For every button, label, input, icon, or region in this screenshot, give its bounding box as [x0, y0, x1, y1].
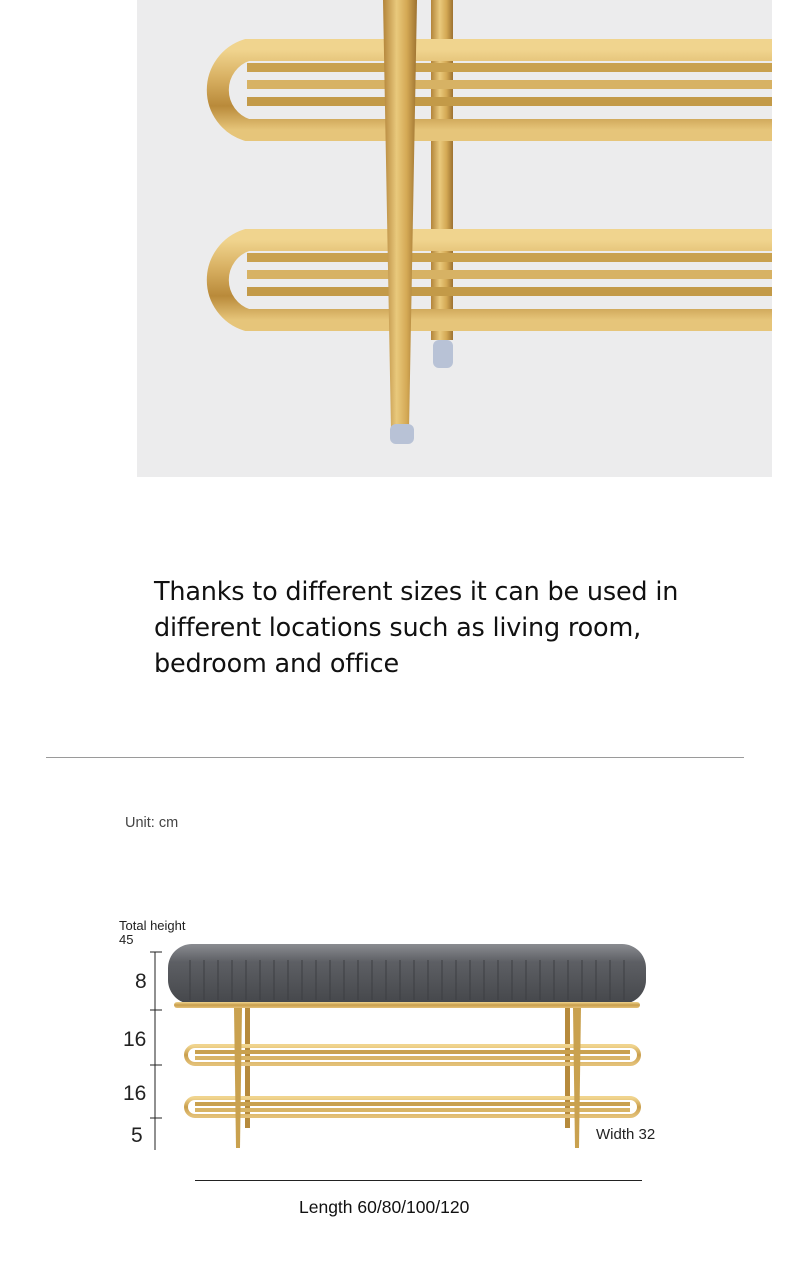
- length-dimension-line: [195, 1180, 642, 1181]
- width-label: Width 32: [596, 1126, 656, 1143]
- section-divider: [46, 757, 744, 758]
- unit-label: Unit: cm: [125, 815, 179, 831]
- dim-lower-gap: 16: [123, 1082, 147, 1105]
- product-closeup-photo: [137, 0, 772, 477]
- usage-caption: [154, 574, 714, 682]
- length-label: Length 60/80/100/120: [299, 1197, 470, 1217]
- dim-foot-height: 5: [131, 1124, 143, 1147]
- bench-illustration: [110, 910, 690, 1230]
- gold-frame-illustration: [137, 0, 772, 477]
- caption-line-1: Thanks to different sizes it can be used in: [154, 577, 679, 607]
- caption-line-2: different locations such as living room,: [154, 613, 641, 643]
- total-height-value: 45: [119, 932, 134, 947]
- dimension-diagram: [110, 910, 690, 1230]
- dim-seat-height: 8: [135, 970, 147, 993]
- caption-line-3: bedroom and office: [154, 649, 399, 679]
- dim-upper-gap: 16: [123, 1028, 147, 1051]
- total-height-text: Total height: [119, 918, 186, 933]
